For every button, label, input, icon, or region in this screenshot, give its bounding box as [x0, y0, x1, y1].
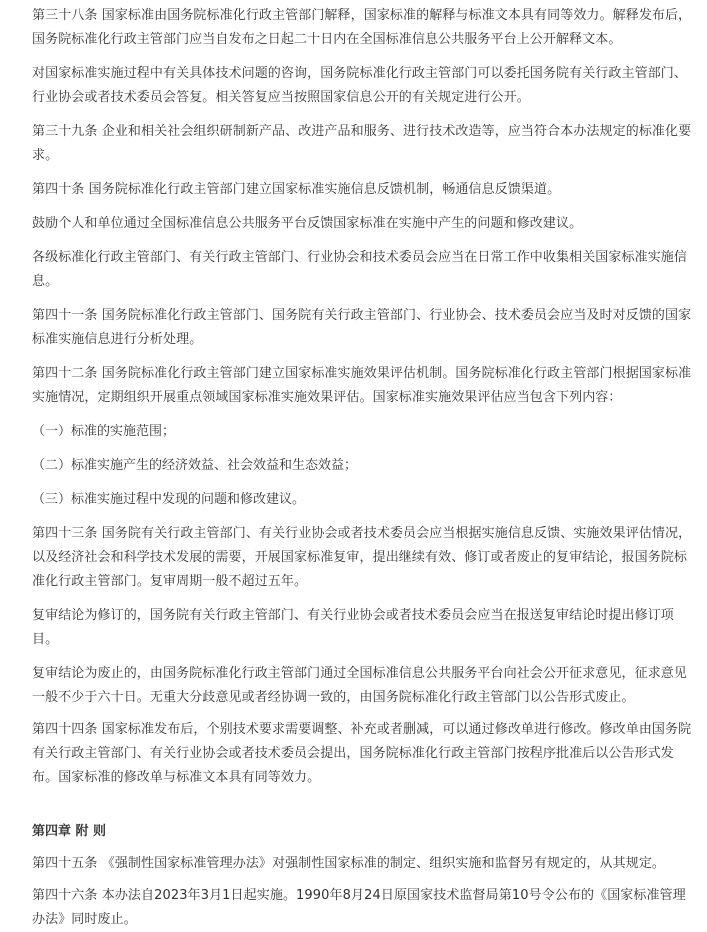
article-43-abolish: 复审结论为废止的，由国务院标准化行政主管部门通过全国标准信息公共服务平台向社会公开征求意见，征求意见一般不少于六十日。无重大分歧意见或者经协调一致的，由国务院标准化行政主管部门以公告形式废止。 [32, 666, 688, 705]
article-42: 第四十二条 国务院标准化行政主管部门建立国家标准实施效果评估机制。国务院标准化行政主管部门根据国家标准实施情况，定期组织开展重点领域国家标准实施效果评估。国家标准实施效果评估应当包含下列内容： [32, 366, 692, 405]
article-46: 第四十六条 本办法自2023年3月1日起实施。1990年8月24日原国家技术监督局第10号令公布的《国家标准管理办法》同时废止。 [32, 888, 686, 927]
article-41: 第四十一条 国务院标准化行政主管部门、国务院有关行政主管部门、行业协会、技术委员会应当及时对反馈的国家标准实施信息进行分析处理。 [32, 308, 692, 347]
article-39: 第三十九条 企业和相关社会组织研制新产品、改进产品和服务、进行技术改造等，应当符合本办法规定的标准化要求。 [32, 124, 692, 163]
chapter-heading: 第四章 附 则 [32, 824, 107, 839]
article-45: 第四十五条 《强制性国家标准管理办法》对强制性国家标准的制定、组织实施和监督另有规定的，从其规定。 [32, 856, 666, 871]
article-38: 第三十八条 国家标准由国务院标准化行政主管部门解释，国家标准的解释与标准文本具有同等效力。解释发布后，国务院标准化行政主管部门应当自发布之日起二十日内在全国标准信息公共服务平台上公开解释文本。 [32, 8, 692, 47]
list-item-scope: （一）标准的实施范围； [32, 424, 176, 439]
article-43: 第四十三条 国务院有关行政主管部门、有关行业协会或者技术委员会应当根据实施信息反馈、实施效果评估情况，以及经济社会和科学技术发展的需要，开展国家标准复审，提出继续有效、修订或者废止的复审结论，报国务院标准化行政主管部门。复审周期一般不超过五年。 [32, 526, 692, 589]
article-43-revise: 复审结论为修订的，国务院有关行政主管部门、有关行业协会或者技术委员会应当在报送复审结论时提出修订项目。 [32, 608, 674, 647]
article-40-encourage: 鼓励个人和单位通过全国标准信息公共服务平台反馈国家标准在实施中产生的问题和修改建议。 [32, 216, 583, 231]
article-38-consultation: 对国家标准实施过程中有关具体技术问题的咨询，国务院标准化行政主管部门可以委托国务院有关行政主管部门、行业协会或者技术委员会答复。相关答复应当按照国家信息公开的有关规定进行公开。 [32, 66, 688, 105]
list-item-benefits: （二）标准实施产生的经济效益、社会效益和生态效益； [32, 458, 358, 473]
article-44: 第四十四条 国家标准发布后，个别技术要求需要调整、补充或者删减，可以通过修改单进行修改。修改单由国务院有关行政主管部门、有关行业协会或者技术委员会提出，国务院标准化行政主管部门按程序批准后以公告形式发布。国家标准的修改单与标准文本具有同等效力。 [32, 722, 692, 785]
article-40-collect: 各级标准化行政主管部门、有关行政主管部门、行业协会和技术委员会应当在日常工作中收集相关国家标准实施信息。 [32, 250, 688, 289]
list-item-issues: （三）标准实施过程中发现的问题和修改建议。 [32, 492, 306, 507]
article-40: 第四十条 国务院标准化行政主管部门建立国家标准实施信息反馈机制，畅通信息反馈渠道。 [32, 182, 561, 197]
